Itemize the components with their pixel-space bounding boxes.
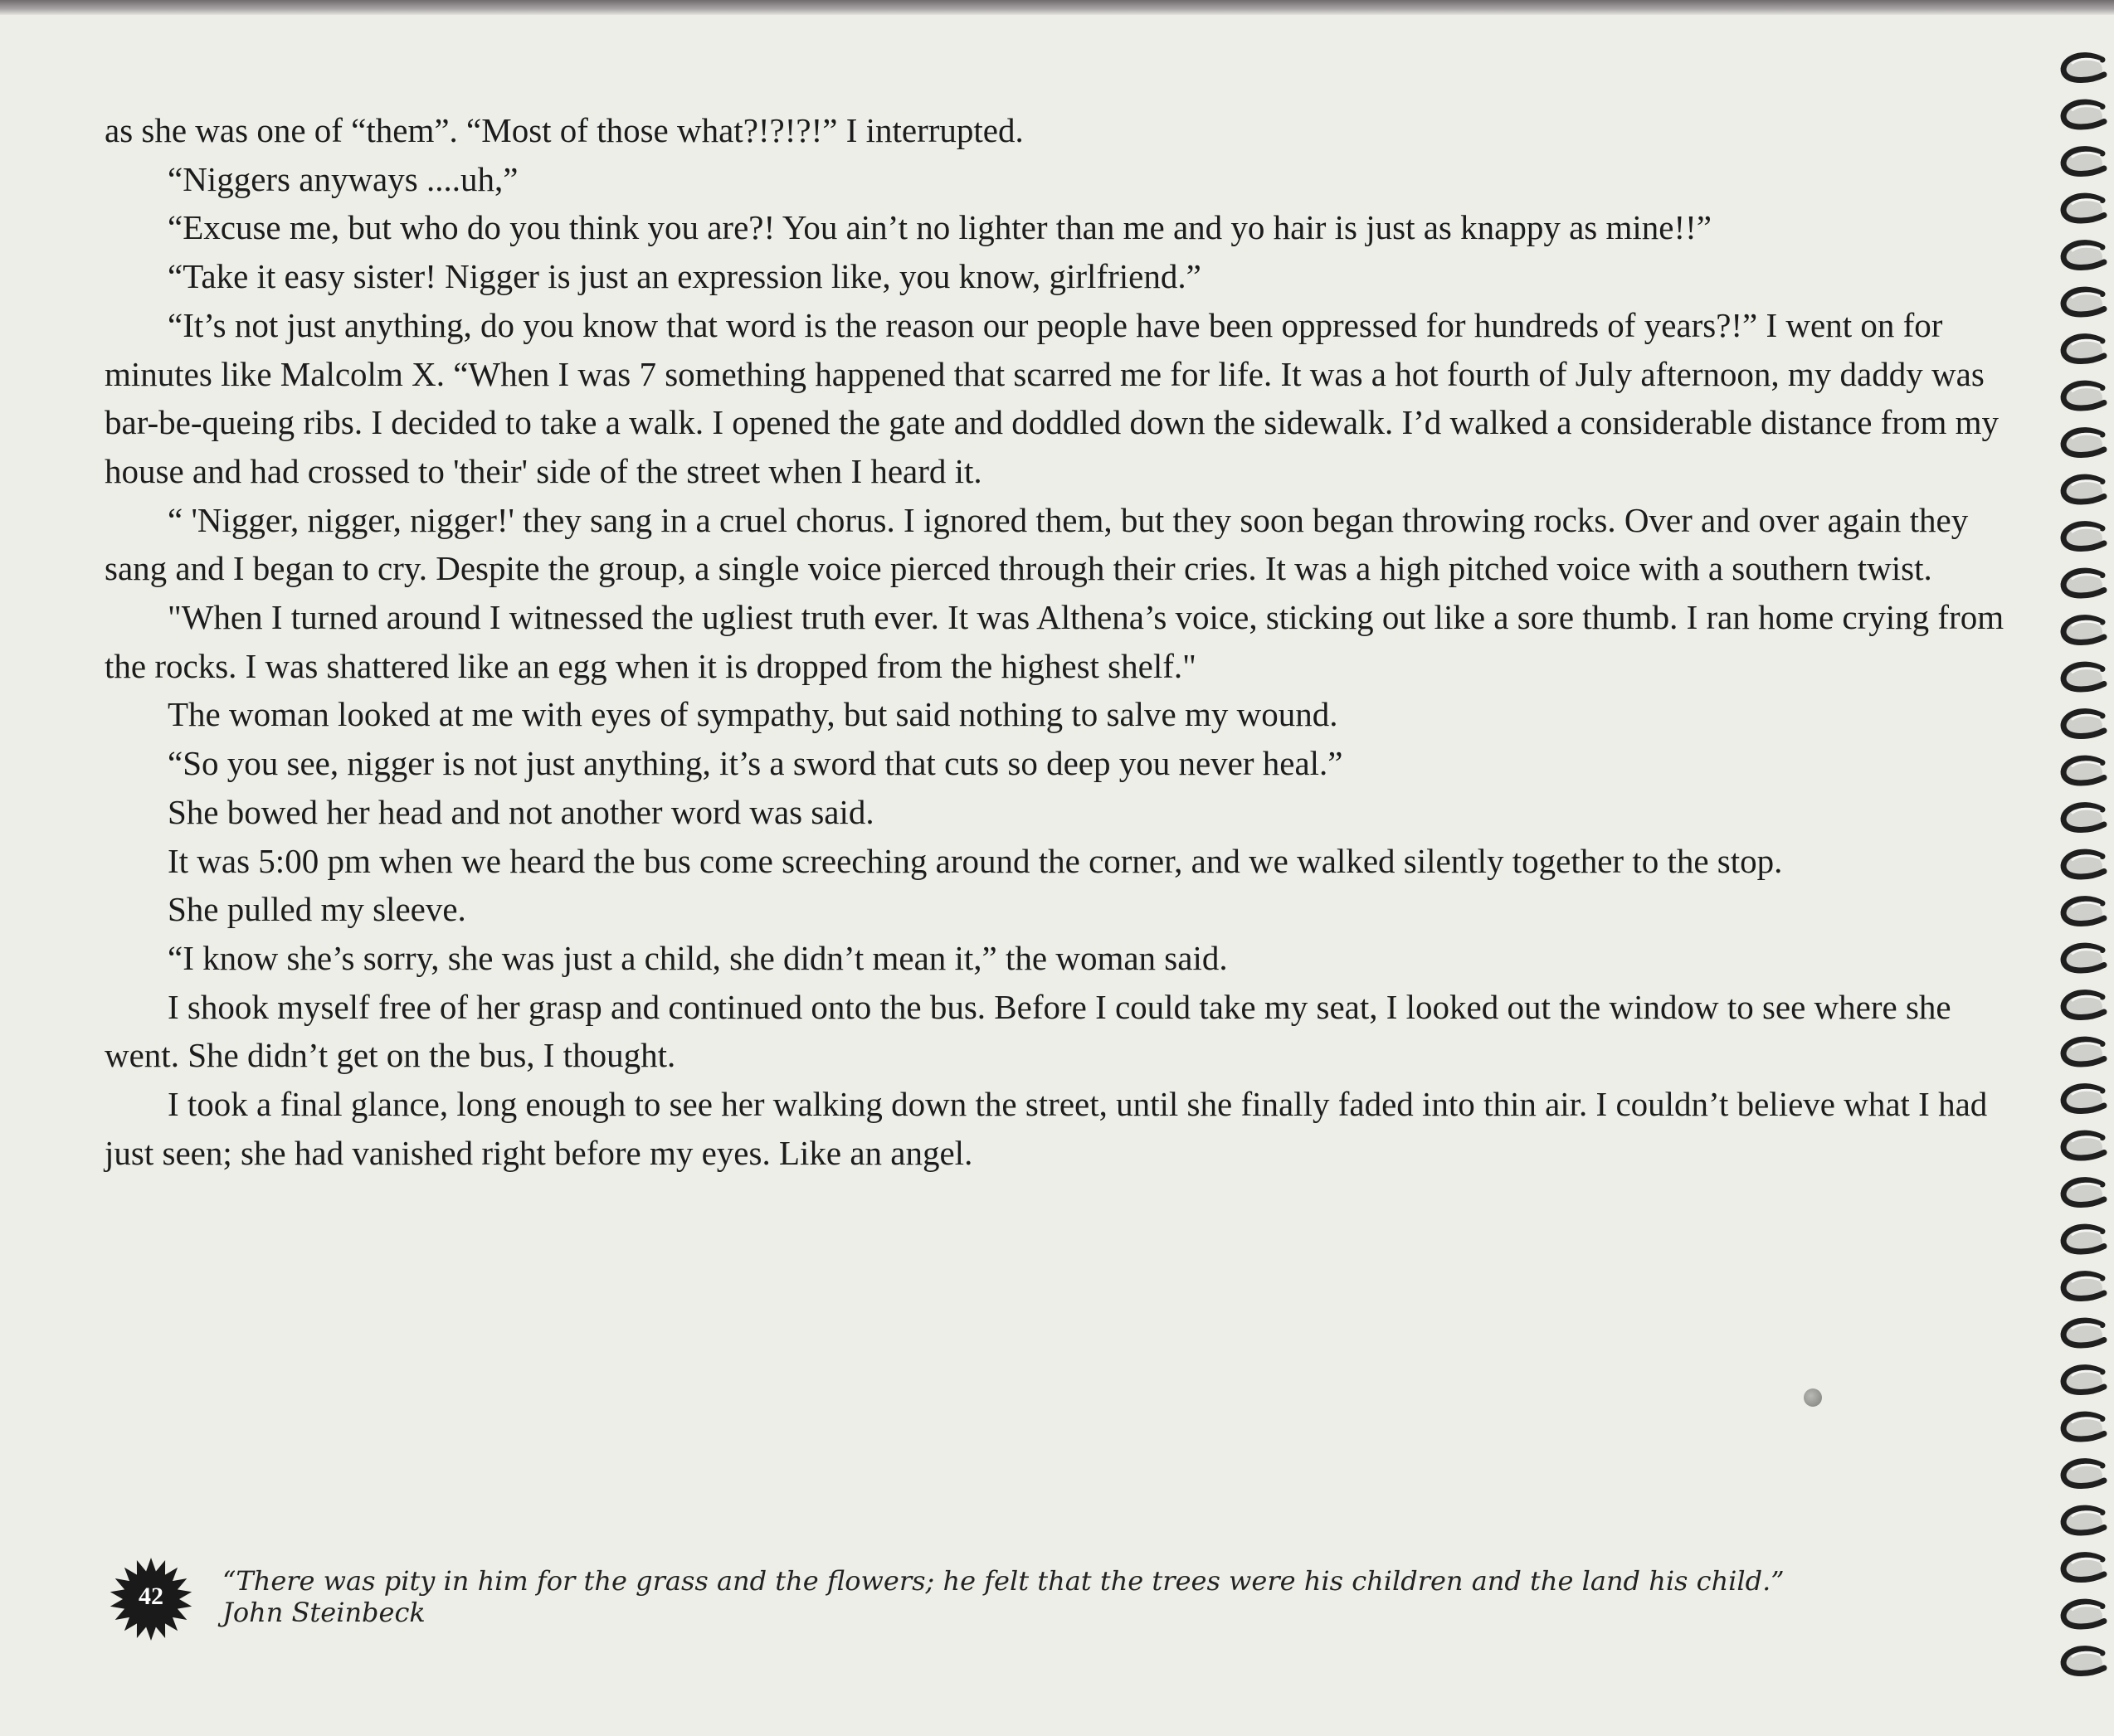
spiral-coil: [2063, 1274, 2104, 1301]
page-top-edge: [0, 0, 2114, 15]
spiral-coil: [2063, 289, 2104, 316]
paragraph: “So you see, nigger is not just anything, it’s a sword that cuts so deep you never heal.”: [168, 744, 1343, 783]
paragraph: I took a final glance, long enough to see her walking down the street, until she finally faded into thin air. I couldn’t believe what I had just seen; she had vanished right before my eyes. Like an angel.: [105, 1085, 1988, 1172]
spiral-coil: [2063, 243, 2104, 270]
spiral-coil: [2063, 993, 2104, 1019]
spiral-coil: [2063, 758, 2104, 785]
paper-speck: [1804, 1388, 1822, 1407]
spiral-coil: [2063, 102, 2104, 129]
paragraph: "When I turned around I witnessed the ugliest truth ever. It was Althena’s voice, sticking out like a sore thumb. I ran home crying from the rocks. I was shattered like an egg when it is dropped from the highest shelf.": [105, 598, 2004, 685]
footer-quote: “There was pity in him for the grass and the flowers; he felt that the trees were his children and the land his child.”: [222, 1565, 1785, 1597]
paragraph: I shook myself free of her grasp and continued onto the bus. Before I could take my seat, I looked out the window to see where she went. She didn’t get on the bus, I thought.: [105, 987, 1951, 1075]
spiral-coil: [2063, 664, 2104, 691]
paragraph: as she was one of “them”. “Most of those what?!?!?!” I interrupted.: [105, 111, 1024, 149]
page-number: 42: [139, 1583, 163, 1610]
spiral-coil: [2063, 1368, 2104, 1394]
spiral-coil: [2063, 1602, 2104, 1628]
spiral-coil: [2063, 899, 2104, 926]
spiral-coil: [2063, 1555, 2104, 1582]
paragraph: “Excuse me, but who do you think you are?! You ain’t no lighter than me and yo hair is just as knappy as mine!!”: [168, 208, 1712, 247]
page-footer: [110, 1558, 2018, 1649]
paragraph: “Take it easy sister! Nigger is just an expression like, you know, girlfriend.”: [168, 257, 1201, 296]
spiral-coil: [2063, 430, 2104, 457]
spiral-coil: [2063, 383, 2104, 410]
spiral-coil: [2063, 1039, 2104, 1066]
paragraph: “It’s not just anything, do you know that word is the reason our people have been oppressed for hundreds of years?!” I went on for minutes like Malcolm X. “When I was 7 something happened that scarred me for life. It was a hot fourth of July afternoon, my daddy was bar-be-queing ribs. I decided to take a walk. I opened the gate and doddled down the sidewalk. I’d walked a considerable distance from my house and had crossed to 'their' side of the street when I heard it.: [105, 305, 1999, 490]
paragraph: It was 5:00 pm when we heard the bus come screeching around the corner, and we walked silently together to the stop.: [168, 841, 1783, 880]
spiral-coil: [2063, 1461, 2104, 1488]
spiral-coil: [2063, 524, 2104, 551]
spiral-coil: [2063, 946, 2104, 972]
spiral-coil: [2063, 196, 2104, 222]
spiral-coil: [2063, 1320, 2104, 1347]
paragraph: She pulled my sleeve.: [168, 890, 466, 929]
spiral-coil: [2063, 1133, 2104, 1160]
spiral-coil: [2063, 149, 2104, 176]
spiral-binding-icon: [2054, 50, 2114, 1734]
page-badge: [110, 1558, 192, 1641]
spiral-coil: [2063, 1087, 2104, 1113]
spiral-coil: [2063, 571, 2104, 597]
spiral-coil: [2063, 712, 2104, 738]
spiral-coil: [2063, 477, 2104, 503]
spiral-coil: [2063, 805, 2104, 832]
spiral-coil: [2063, 1649, 2104, 1675]
spiral-coil: [2063, 618, 2104, 644]
paragraph: She bowed her head and not another word was said.: [168, 792, 874, 831]
paragraph: “ 'Nigger, nigger, nigger!' they sang in a cruel chorus. I ignored them, but they soon began throwing rocks. Over and over again they sang and I began to cry. Despite the group, a single voice pierced through their cries. It was a high pitched voice with a southern twist.: [105, 500, 1969, 588]
paragraph: The woman looked at me with eyes of sympathy, but said nothing to salve my wound.: [168, 695, 1338, 734]
story-text: [105, 106, 2004, 1177]
paragraph: “I know she’s sorry, she was just a child, she didn’t mean it,” the woman said.: [168, 938, 1228, 977]
spiral-coil: [2063, 1414, 2104, 1441]
spiral-coil: [2063, 1227, 2104, 1253]
spiral-coil: [2063, 337, 2104, 363]
paragraph: “Niggers anyways ....uh,”: [168, 159, 519, 198]
spiral-coil: [2063, 1508, 2104, 1534]
quote-author: John Steinbeck: [222, 1597, 426, 1628]
spiral-coil: [2063, 1180, 2104, 1207]
spiral-coil: [2063, 56, 2104, 82]
spiral-coil: [2063, 852, 2104, 878]
